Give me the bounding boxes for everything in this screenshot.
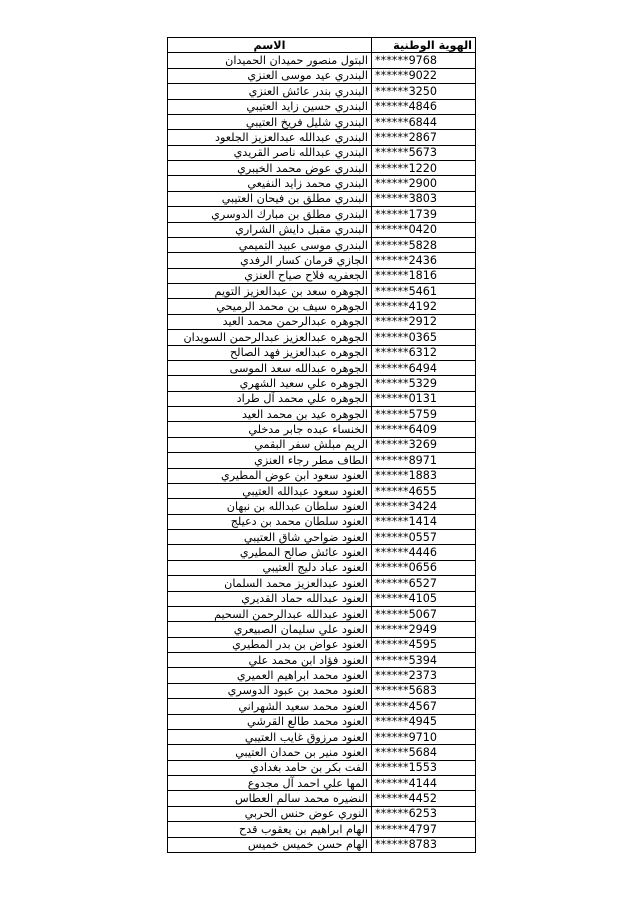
table-row	[168, 514, 476, 529]
name-cell: الجوهره سيف بن محمد الرميحي	[168, 299, 372, 314]
national-id-cell: ******0557	[372, 530, 476, 545]
name-cell: الطاف مطر رجاء العنزي	[168, 453, 372, 468]
national-id-cell: ******6494	[372, 360, 476, 375]
table-row	[168, 376, 476, 391]
national-id-cell: ******4144	[372, 776, 476, 791]
table-header-row	[168, 38, 476, 53]
table-row	[168, 145, 476, 160]
name-cell: البندري عيد موسى العنزي	[168, 68, 372, 83]
national-id-cell: ******4567	[372, 699, 476, 714]
name-cell: البندري عبدالله ناصر القريدي	[168, 145, 372, 160]
national-id-cell: ******6409	[372, 422, 476, 437]
national-id-cell: ******5067	[372, 606, 476, 621]
table-row	[168, 714, 476, 729]
table-row	[168, 560, 476, 575]
national-id-cell: ******6844	[372, 114, 476, 129]
name-cell: الجوهره سعد بن عبدالعزيز التويم	[168, 284, 372, 299]
name-cell: العنود محمد بن عبود الدوسري	[168, 683, 372, 698]
name-cell: الجوهره علي سعيد الشهري	[168, 376, 372, 391]
name-cell: البندري عوض محمد الخيبري	[168, 161, 372, 176]
table-row	[168, 760, 476, 775]
table-row	[168, 791, 476, 806]
name-cell: العنود سلطان عبدالله بن نبهان	[168, 499, 372, 514]
table-row	[168, 407, 476, 422]
name-cell: العنود عبدالله عبدالرحمن السحيم	[168, 606, 372, 621]
table-row	[168, 191, 476, 206]
name-cell: البندري بندر عائش العنزي	[168, 84, 372, 99]
name-cell: المها علي احمد آل مجدوع	[168, 776, 372, 791]
table-row	[168, 837, 476, 852]
name-cell: العنود عباد دليج العتيبي	[168, 560, 372, 575]
table-row	[168, 530, 476, 545]
table-row	[168, 68, 476, 83]
national-id-cell: ******9768	[372, 53, 476, 68]
name-cell: البندري حسين زايد العتيبي	[168, 99, 372, 114]
national-id-cell: ******5683	[372, 683, 476, 698]
header-national-id: الهوية الوطنية	[372, 38, 476, 53]
table-row	[168, 437, 476, 452]
table-row	[168, 545, 476, 560]
national-id-cell: ******1739	[372, 207, 476, 222]
name-cell: الهام حسن خميس خميس	[168, 837, 372, 852]
name-cell: البندري مطلق بن فيحان العتيبي	[168, 191, 372, 206]
national-id-cell: ******3424	[372, 499, 476, 514]
national-id-cell: ******5329	[372, 376, 476, 391]
national-id-cell: ******5759	[372, 407, 476, 422]
national-id-cell: ******0131	[372, 391, 476, 406]
name-cell: البتول منصور حميدان الحميدان	[168, 53, 372, 68]
table-row	[168, 222, 476, 237]
table-body	[168, 53, 476, 853]
header-name: الاسم	[168, 38, 372, 53]
name-cell: العنود عبدالعزيز محمد السلمان	[168, 576, 372, 591]
table-row	[168, 483, 476, 498]
national-id-cell: ******5828	[372, 237, 476, 252]
table-row	[168, 468, 476, 483]
name-cell: الجوهره عيد بن محمد العيد	[168, 407, 372, 422]
name-cell: البندري مقبل دايش الشراري	[168, 222, 372, 237]
name-cell: النوري عوض حنس الحربي	[168, 806, 372, 821]
national-id-cell: ******4192	[372, 299, 476, 314]
national-id-cell: ******8971	[372, 453, 476, 468]
name-cell: الفت بكر بن حامد بغدادي	[168, 760, 372, 775]
name-cell: العنود محمد سعيد الشهراني	[168, 699, 372, 714]
document-page	[168, 37, 476, 853]
national-id-cell: ******2949	[372, 622, 476, 637]
name-cell: النضيره محمد سالم العطاس	[168, 791, 372, 806]
table-row	[168, 699, 476, 714]
name-cell: العنود ضواحي شاق العتيبي	[168, 530, 372, 545]
national-id-cell: ******0420	[372, 222, 476, 237]
table-row	[168, 637, 476, 652]
national-id-cell: ******0656	[372, 560, 476, 575]
table-row	[168, 84, 476, 99]
national-id-cell: ******4846	[372, 99, 476, 114]
name-cell: العنود سلطان محمد بن دعيلج	[168, 514, 372, 529]
national-id-cell: ******4655	[372, 483, 476, 498]
national-id-cell: ******3803	[372, 191, 476, 206]
table-row	[168, 776, 476, 791]
table-row	[168, 806, 476, 821]
national-id-cell: ******1414	[372, 514, 476, 529]
national-id-cell: ******2867	[372, 130, 476, 145]
name-cell: الجعفريه فلاح صياح العنزي	[168, 268, 372, 283]
table-row	[168, 299, 476, 314]
table-row	[168, 453, 476, 468]
name-cell: الريم مبلش سفر البقمي	[168, 437, 372, 452]
name-cell: العنود محمد ابراهيم العميري	[168, 668, 372, 683]
names-table	[167, 37, 476, 853]
table-row	[168, 268, 476, 283]
table-row	[168, 53, 476, 68]
table-row	[168, 207, 476, 222]
table-row	[168, 284, 476, 299]
national-id-cell: ******3250	[372, 84, 476, 99]
table-row	[168, 330, 476, 345]
name-cell: العنود سعود عبدالله العتيبي	[168, 483, 372, 498]
table-row	[168, 176, 476, 191]
table-row	[168, 499, 476, 514]
name-cell: الجوهره عبدالعزيز عبدالرحمن السويدان	[168, 330, 372, 345]
name-cell: الجوهره عبدالله سعد الموسى	[168, 360, 372, 375]
name-cell: العنود عواض بن بدر المطيري	[168, 637, 372, 652]
name-cell: البندري مطلق بن مبارك الدوسري	[168, 207, 372, 222]
national-id-cell: ******4797	[372, 822, 476, 837]
national-id-cell: ******6527	[372, 576, 476, 591]
national-id-cell: ******2912	[372, 314, 476, 329]
table-row	[168, 314, 476, 329]
national-id-cell: ******4945	[372, 714, 476, 729]
national-id-cell: ******6312	[372, 345, 476, 360]
table-row	[168, 606, 476, 621]
national-id-cell: ******1816	[372, 268, 476, 283]
table-row	[168, 161, 476, 176]
national-id-cell: ******1220	[372, 161, 476, 176]
table-row	[168, 576, 476, 591]
table-row	[168, 591, 476, 606]
table-row	[168, 114, 476, 129]
national-id-cell: ******1883	[372, 468, 476, 483]
national-id-cell: ******4595	[372, 637, 476, 652]
name-cell: البندري عبدالله عبدالعزيز الجلعود	[168, 130, 372, 145]
table-row	[168, 391, 476, 406]
table-row	[168, 622, 476, 637]
table-row	[168, 345, 476, 360]
name-cell: العنود محمد طالع القرشي	[168, 714, 372, 729]
table-row	[168, 253, 476, 268]
national-id-cell: ******1553	[372, 760, 476, 775]
table-row	[168, 653, 476, 668]
name-cell: العنود سعود ابن عوض المطيري	[168, 468, 372, 483]
table-row	[168, 422, 476, 437]
name-cell: العنود عائش صالح المطيري	[168, 545, 372, 560]
national-id-cell: ******5461	[372, 284, 476, 299]
name-cell: البندري محمد زايد النفيعي	[168, 176, 372, 191]
national-id-cell: ******8783	[372, 837, 476, 852]
national-id-cell: ******4105	[372, 591, 476, 606]
name-cell: الجوهره عبدالرحمن محمد العيد	[168, 314, 372, 329]
national-id-cell: ******2436	[372, 253, 476, 268]
national-id-cell: ******9710	[372, 729, 476, 744]
name-cell: العنود علي سليمان الصبيعري	[168, 622, 372, 637]
table-row	[168, 99, 476, 114]
table-row	[168, 130, 476, 145]
name-cell: العنود عبدالله حماد القديري	[168, 591, 372, 606]
table-row	[168, 822, 476, 837]
national-id-cell: ******5684	[372, 745, 476, 760]
table-row	[168, 729, 476, 744]
name-cell: الهام ابراهيم بن يعقوب قدح	[168, 822, 372, 837]
table-row	[168, 668, 476, 683]
name-cell: البندري شليل فريخ العتيبي	[168, 114, 372, 129]
name-cell: الخنساء عبده جابر مدخلي	[168, 422, 372, 437]
national-id-cell: ******5673	[372, 145, 476, 160]
name-cell: العنود مرزوق غايب العتيبي	[168, 729, 372, 744]
national-id-cell: ******3269	[372, 437, 476, 452]
name-cell: الجوهره علي محمد آل طراد	[168, 391, 372, 406]
national-id-cell: ******0365	[372, 330, 476, 345]
national-id-cell: ******5394	[372, 653, 476, 668]
name-cell: العنود فؤاد ابن محمد علي	[168, 653, 372, 668]
table-row	[168, 360, 476, 375]
table-row	[168, 745, 476, 760]
national-id-cell: ******4446	[372, 545, 476, 560]
national-id-cell: ******4452	[372, 791, 476, 806]
national-id-cell: ******2373	[372, 668, 476, 683]
name-cell: البندري موسى عبيد التميمي	[168, 237, 372, 252]
name-cell: العنود منير بن حمدان العتيبي	[168, 745, 372, 760]
table-row	[168, 237, 476, 252]
national-id-cell: ******2900	[372, 176, 476, 191]
table-row	[168, 683, 476, 698]
national-id-cell: ******9022	[372, 68, 476, 83]
name-cell: الجوهره عبدالعزيز فهد الصالح	[168, 345, 372, 360]
national-id-cell: ******6253	[372, 806, 476, 821]
name-cell: الجازي قرمان كسار الرفدي	[168, 253, 372, 268]
